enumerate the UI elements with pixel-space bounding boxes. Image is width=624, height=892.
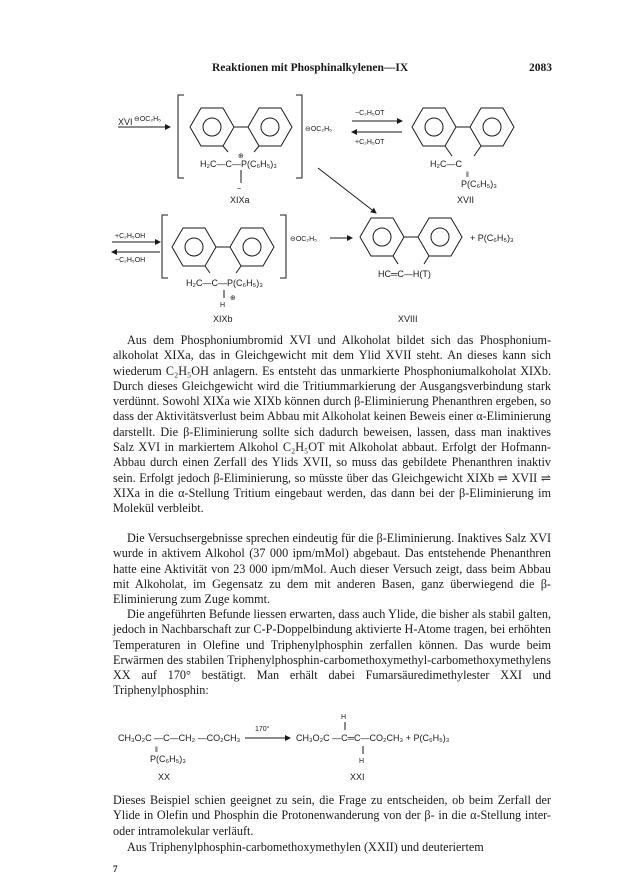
bracket-left-xixa bbox=[178, 95, 184, 178]
benzene-ring-xvii-right bbox=[470, 108, 514, 146]
aromatic-circle bbox=[261, 118, 279, 136]
paragraph-3: Die angeführten Befunde liessen erwarten, dass auch Ylide, die bisher als stabil galten, jedoch in Nachbarschaft zur C-P-Doppelbindung aktivierte H-Atome tragen, bei erhöhten Temperaturen in Olefine und Triphenylphosphin zerfallen können. Das wurde beim Erwärmen des stabilen Triphenylphosphin-carbomethoxymethyl-carbomethoxymethylens XX auf 170° bestätigt. Man erhält dabei Fumarsäuredimethylester XXI und Triphenylphosphin: bbox=[113, 607, 551, 698]
paragraph-2: Die Versuchsergebnisse sprechen eindeutig für die β-Eliminierung. Inaktives Salz XVI wurde in aktivem Alkohol (37 000 ipm/mMol) abgebaut. Das entstehende Phenanthren hatte eine Aktivität von 23 000 ipm/mMol. Auch dieser Versuch zeigt, dass beim Abbau mit Alkoholat, im Gegensatz zu dem mit anderen Basen, ganz überwiegend die β-Eliminierung zum Zuge kommt. bbox=[113, 531, 551, 607]
counter-ion-xixa: ⊖OC₂H₅ bbox=[305, 126, 332, 133]
xx-phosphorus: P(C₆H₅)₃ bbox=[150, 754, 186, 764]
equilibrium-top-reagent: −C₂H₅OT bbox=[355, 110, 385, 117]
page-number: 2083 bbox=[529, 62, 552, 74]
label-xixa: XIXa bbox=[230, 195, 250, 205]
xxi-bottom-hydrogen: H bbox=[359, 758, 365, 765]
reaction-arrow-to-xviii bbox=[318, 168, 376, 213]
benzene-ring-xviii-left bbox=[360, 218, 404, 256]
reaction-scheme-1 bbox=[0, 0, 624, 330]
signature-number: 7 bbox=[113, 864, 118, 874]
paragraph-1: Aus dem Phosphoniumbromid XVI und Alkoholat bildet sich das Phosphoniumalkoholat XIXa, das in Gleichgewicht mit dem Ylid XVII steht. An dieses kann sich wiederum C₂H₅OH anlagern. Es entsteht das unmarkierte Phosphoniumalkoholat XIXb. Durch dieses Gleichgewicht wird die Tritiummarkierung der Ausgangsverbindung stark verdünnt. Sowohl XIXa wie XIXb können durch β-Eliminierung Phenanthren ergeben, so dass der Aktivitätsverlust beim Abbau mit Alkoholat keinen Beweis einer α-Eliminierung darstellt. Die β-Eliminierung sollte sich dadurch beweisen, lassen, dass man inaktives Salz XVI in markiertem Alkohol C₂H₅OT mit Alkoholat abbaut. Erfolgt der Hofmann-Abbau durch einen Zerfall des Ylids XVII, so muss das gebildete Phenanthren inaktiv sein. Erfolgt jedoch β-Eliminierung, so müsste über das Gleichgewicht XIXb ⇌ XVII ⇌ XIXa in die α-Stellung Tritium eingebaut werden, das dann bei der β-Eliminierung im Molekül verbleibt. bbox=[113, 333, 551, 516]
bracket-right-xixa bbox=[296, 95, 302, 178]
bracket-right-xixb bbox=[280, 215, 286, 278]
label-xixb: XIXb bbox=[213, 314, 233, 324]
benzene-ring-xviii-right bbox=[418, 218, 462, 256]
product-triphenylphosphine: + P(C₆H₅)₃ bbox=[470, 233, 514, 243]
reagent-ethoxide: ⊖OC₂H₅ bbox=[134, 116, 161, 123]
temperature-label: 170° bbox=[255, 726, 270, 733]
benzene-ring-xixb-right bbox=[230, 228, 274, 266]
xvii-side-chain: H₂C—C bbox=[430, 159, 462, 169]
xvii-double-bond: ‖ bbox=[466, 172, 469, 179]
label-xvii: XVII bbox=[457, 195, 475, 205]
xixb-hydrogen: H bbox=[220, 302, 226, 309]
xviii-side-chain: HC═C—H(T) bbox=[378, 269, 431, 279]
benzene-ring-xixa-left bbox=[190, 108, 234, 146]
xx-double-bond: ‖ bbox=[155, 747, 158, 754]
label-xxi: XXI bbox=[350, 772, 365, 782]
equilibrium-bottom-reagent: +C₂H₅OT bbox=[355, 139, 385, 146]
xxi-product: CH₃O₂C —C═C—CO₂CH₃ + P(C₆H₅)₃ bbox=[296, 733, 450, 743]
xixb-charge-plus: ⊕ bbox=[230, 295, 236, 302]
xx-reactant: CH₃O₂C —C—CH₂ —CO₂CH₃ bbox=[118, 733, 241, 743]
benzene-ring-xvii-left bbox=[412, 108, 456, 146]
charge-plus: ⊕ bbox=[238, 153, 244, 160]
xixb-side-chain: H₂C—C—P(C₆H₅)₃ bbox=[186, 278, 263, 288]
xvii-phosphorus: P(C₆H₅)₃ bbox=[461, 179, 497, 189]
benzene-ring-xixb-left bbox=[172, 228, 216, 266]
xxi-top-hydrogen: H bbox=[341, 714, 347, 721]
bracket-left-xixb bbox=[162, 215, 168, 278]
running-title: Reaktionen mit Phosphinalkylenen—IX bbox=[212, 62, 409, 74]
paragraph-4: Dieses Beispiel schien geeignet zu sein, die Frage zu entscheiden, ob beim Zerfall der Ylide in Olefin und Phosphin die Protonenwanderung von der β- in die α-Stellung inter- oder intramolekular verläuft. bbox=[113, 793, 551, 838]
counter-ion-xixb: ⊖OC₂H₅ bbox=[290, 236, 317, 243]
paragraph-5: Aus Triphenylphosphin-carbomethoxymethylen (XXII) und deuteriertem bbox=[127, 840, 484, 854]
label-xviii: XVIII bbox=[398, 314, 418, 324]
label-xvi: XVI bbox=[118, 117, 133, 127]
label-xx: XX bbox=[158, 772, 171, 782]
equilibrium-ethanol-bottom: −C₂H₅OH bbox=[115, 257, 146, 264]
charge-minus: – bbox=[237, 185, 241, 192]
benzene-ring-xixa-right bbox=[248, 108, 292, 146]
xixa-side-chain: H₂C—C—P(C₆H₅)₃ bbox=[200, 159, 277, 169]
equilibrium-ethanol-top: +C₂H₅OH bbox=[115, 233, 146, 240]
aromatic-circle bbox=[203, 118, 221, 136]
